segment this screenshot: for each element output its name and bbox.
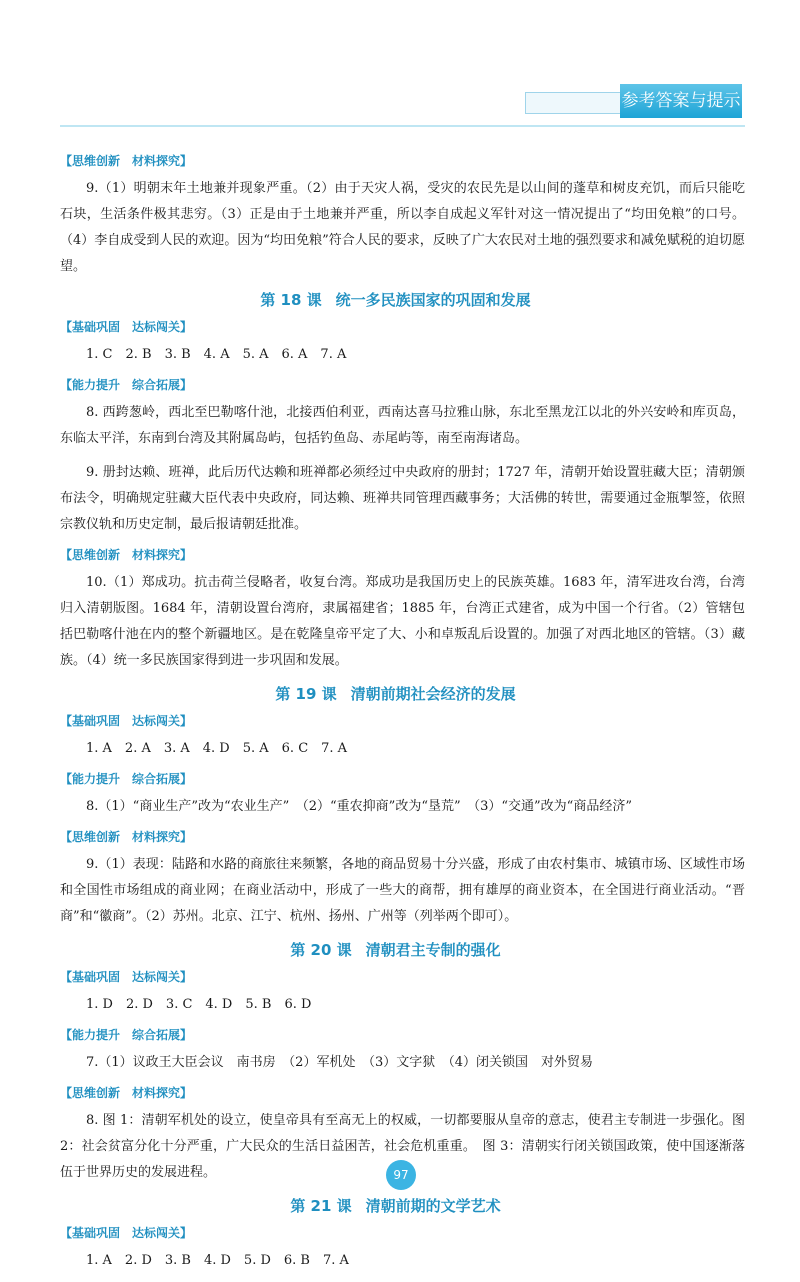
answer-paragraph: 8. 图 1：清朝军机处的设立，使皇帝具有至高无上的权威，一切都要服从皇帝的意志，使君主专制进一步强化。图 2：社会贫富分化十分严重，广大民众的生活日益困苦，社会危机重重。 图 3：清朝实行闭关锁国政策，使中国逐渐落伍于世界历史的发展进程。 xyxy=(60,1113,745,1180)
answer-list: 1. C 2. B 3. B 4. A 5. A 6. A 7. A xyxy=(86,347,347,362)
header-title: 参考答案与提示 xyxy=(620,84,742,118)
section-tag: 【思维创新 材料探究】 xyxy=(60,830,193,844)
answer-paragraph: 7.（1）议政王大臣会议 南书房 （2）军机处 （3）文字狱 （4）闭关锁国 对外贸易 xyxy=(86,1055,593,1070)
lesson-number: 第 20 课 xyxy=(290,941,352,959)
lesson-title: 清朝前期社会经济的发展 xyxy=(350,685,516,703)
answer-paragraph: 9. 册封达赖、班禅，此后历代达赖和班禅都必须经过中央政府的册封；1727 年，清朝开始设置驻藏大臣；清朝颁布法令，明确规定驻藏大臣代表中央政府，同达赖、班禅共同管理西藏事务；大活佛的转世，需要通过金瓶掣签，依照宗教仪轨和历史定制，最后报请朝廷批准。 xyxy=(60,465,745,532)
answer-paragraph: 8. 西跨葱岭，西北至巴勒喀什池，北接西伯利亚，西南达喜马拉雅山脉，东北至黑龙江以北的外兴安岭和库页岛，东临太平洋，东南到台湾及其附属岛屿，包括钓鱼岛、赤尾屿等，南至南海诸岛。 xyxy=(60,405,745,446)
section-tag: 【基础巩固 达标闯关】 xyxy=(60,1226,193,1240)
lesson-title: 清朝前期的文学艺术 xyxy=(365,1197,501,1215)
lesson-number: 第 19 课 xyxy=(275,685,337,703)
answer-paragraph: 8.（1）“商业生产”改为“农业生产” （2）“重农抑商”改为“垦荒” （3）“交通”改为“商品经济” xyxy=(86,799,632,814)
answer-list: 1. A 2. D 3. B 4. D 5. D 6. B 7. A xyxy=(86,1253,349,1268)
lesson-number: 第 21 课 xyxy=(290,1197,352,1215)
answer-content xyxy=(60,148,745,1282)
answer-paragraph: 10.（1）郑成功。抗击荷兰侵略者，收复台湾。郑成功是我国历史上的民族英雄。1683 年，清军进攻台湾，台湾归入清朝版图。1684 年，清朝设置台湾府，隶属福建省；1885 年，台湾正式建省，成为中国一个行省。（2）管辖包括巴勒喀什池在内的整个新疆地区。是在乾隆皇帝平定了大、小和卓叛乱后设置的。加强了对西北地区的管辖。（3）藏族。（4）统一多民族国家得到进一步巩固和发展。 xyxy=(60,575,745,668)
answer-paragraph: 9.（1）表现：陆路和水路的商旅往来频繁，各地的商品贸易十分兴盛，形成了由农村集市、城镇市场、区域性市场和全国性市场组成的商业网；在商业活动中，形成了一些大的商帮，拥有雄厚的商业资本，在全国进行商业活动。“晋商”和“徽商”。（2）苏州。北京、江宁、杭州、扬州、广州等（列举两个即可）。 xyxy=(60,857,745,924)
header-rule xyxy=(60,125,745,127)
answer-list: 1. D 2. D 3. C 4. D 5. B 6. D xyxy=(86,997,312,1012)
lesson-title: 清朝君主专制的强化 xyxy=(365,941,501,959)
lesson-heading-18 xyxy=(60,288,745,312)
answer-paragraph: 9.（1）明朝末年土地兼并现象严重。（2）由于天灾人祸，受灾的农民先是以山间的蓬草和树皮充饥，而后只能吃石块，生活条件极其悲穷。（3）正是由于土地兼并严重，所以李自成起义军针对这一情况提出了“均田免粮”的口号。（4）李自成受到人民的欢迎。因为“均田免粮”符合人民的要求，反映了广大农民对土地的强烈要求和减免赋税的迫切愿望。 xyxy=(60,181,745,274)
section-tag: 【思维创新 材料探究】 xyxy=(60,1086,193,1100)
lesson-title: 统一多民族国家的巩固和发展 xyxy=(335,291,531,309)
header-decoration xyxy=(525,92,622,114)
lesson-heading-19 xyxy=(60,682,745,706)
answer-list: 1. A 2. A 3. A 4. D 5. A 6. C 7. A xyxy=(86,741,348,756)
section-tag: 【基础巩固 达标闯关】 xyxy=(60,970,193,984)
section-tag: 【能力提升 综合拓展】 xyxy=(60,1028,193,1042)
section-tag: 【思维创新 材料探究】 xyxy=(60,154,193,168)
section-tag: 【基础巩固 达标闯关】 xyxy=(60,714,193,728)
section-tag: 【思维创新 材料探究】 xyxy=(60,548,193,562)
lesson-heading-20 xyxy=(60,938,745,962)
section-tag: 【能力提升 综合拓展】 xyxy=(60,772,193,786)
lesson-heading-21 xyxy=(60,1194,745,1218)
section-tag: 【能力提升 综合拓展】 xyxy=(60,378,193,392)
lesson-number: 第 18 课 xyxy=(260,291,322,309)
page-number: 97 xyxy=(386,1160,416,1190)
section-tag: 【基础巩固 达标闯关】 xyxy=(60,320,193,334)
